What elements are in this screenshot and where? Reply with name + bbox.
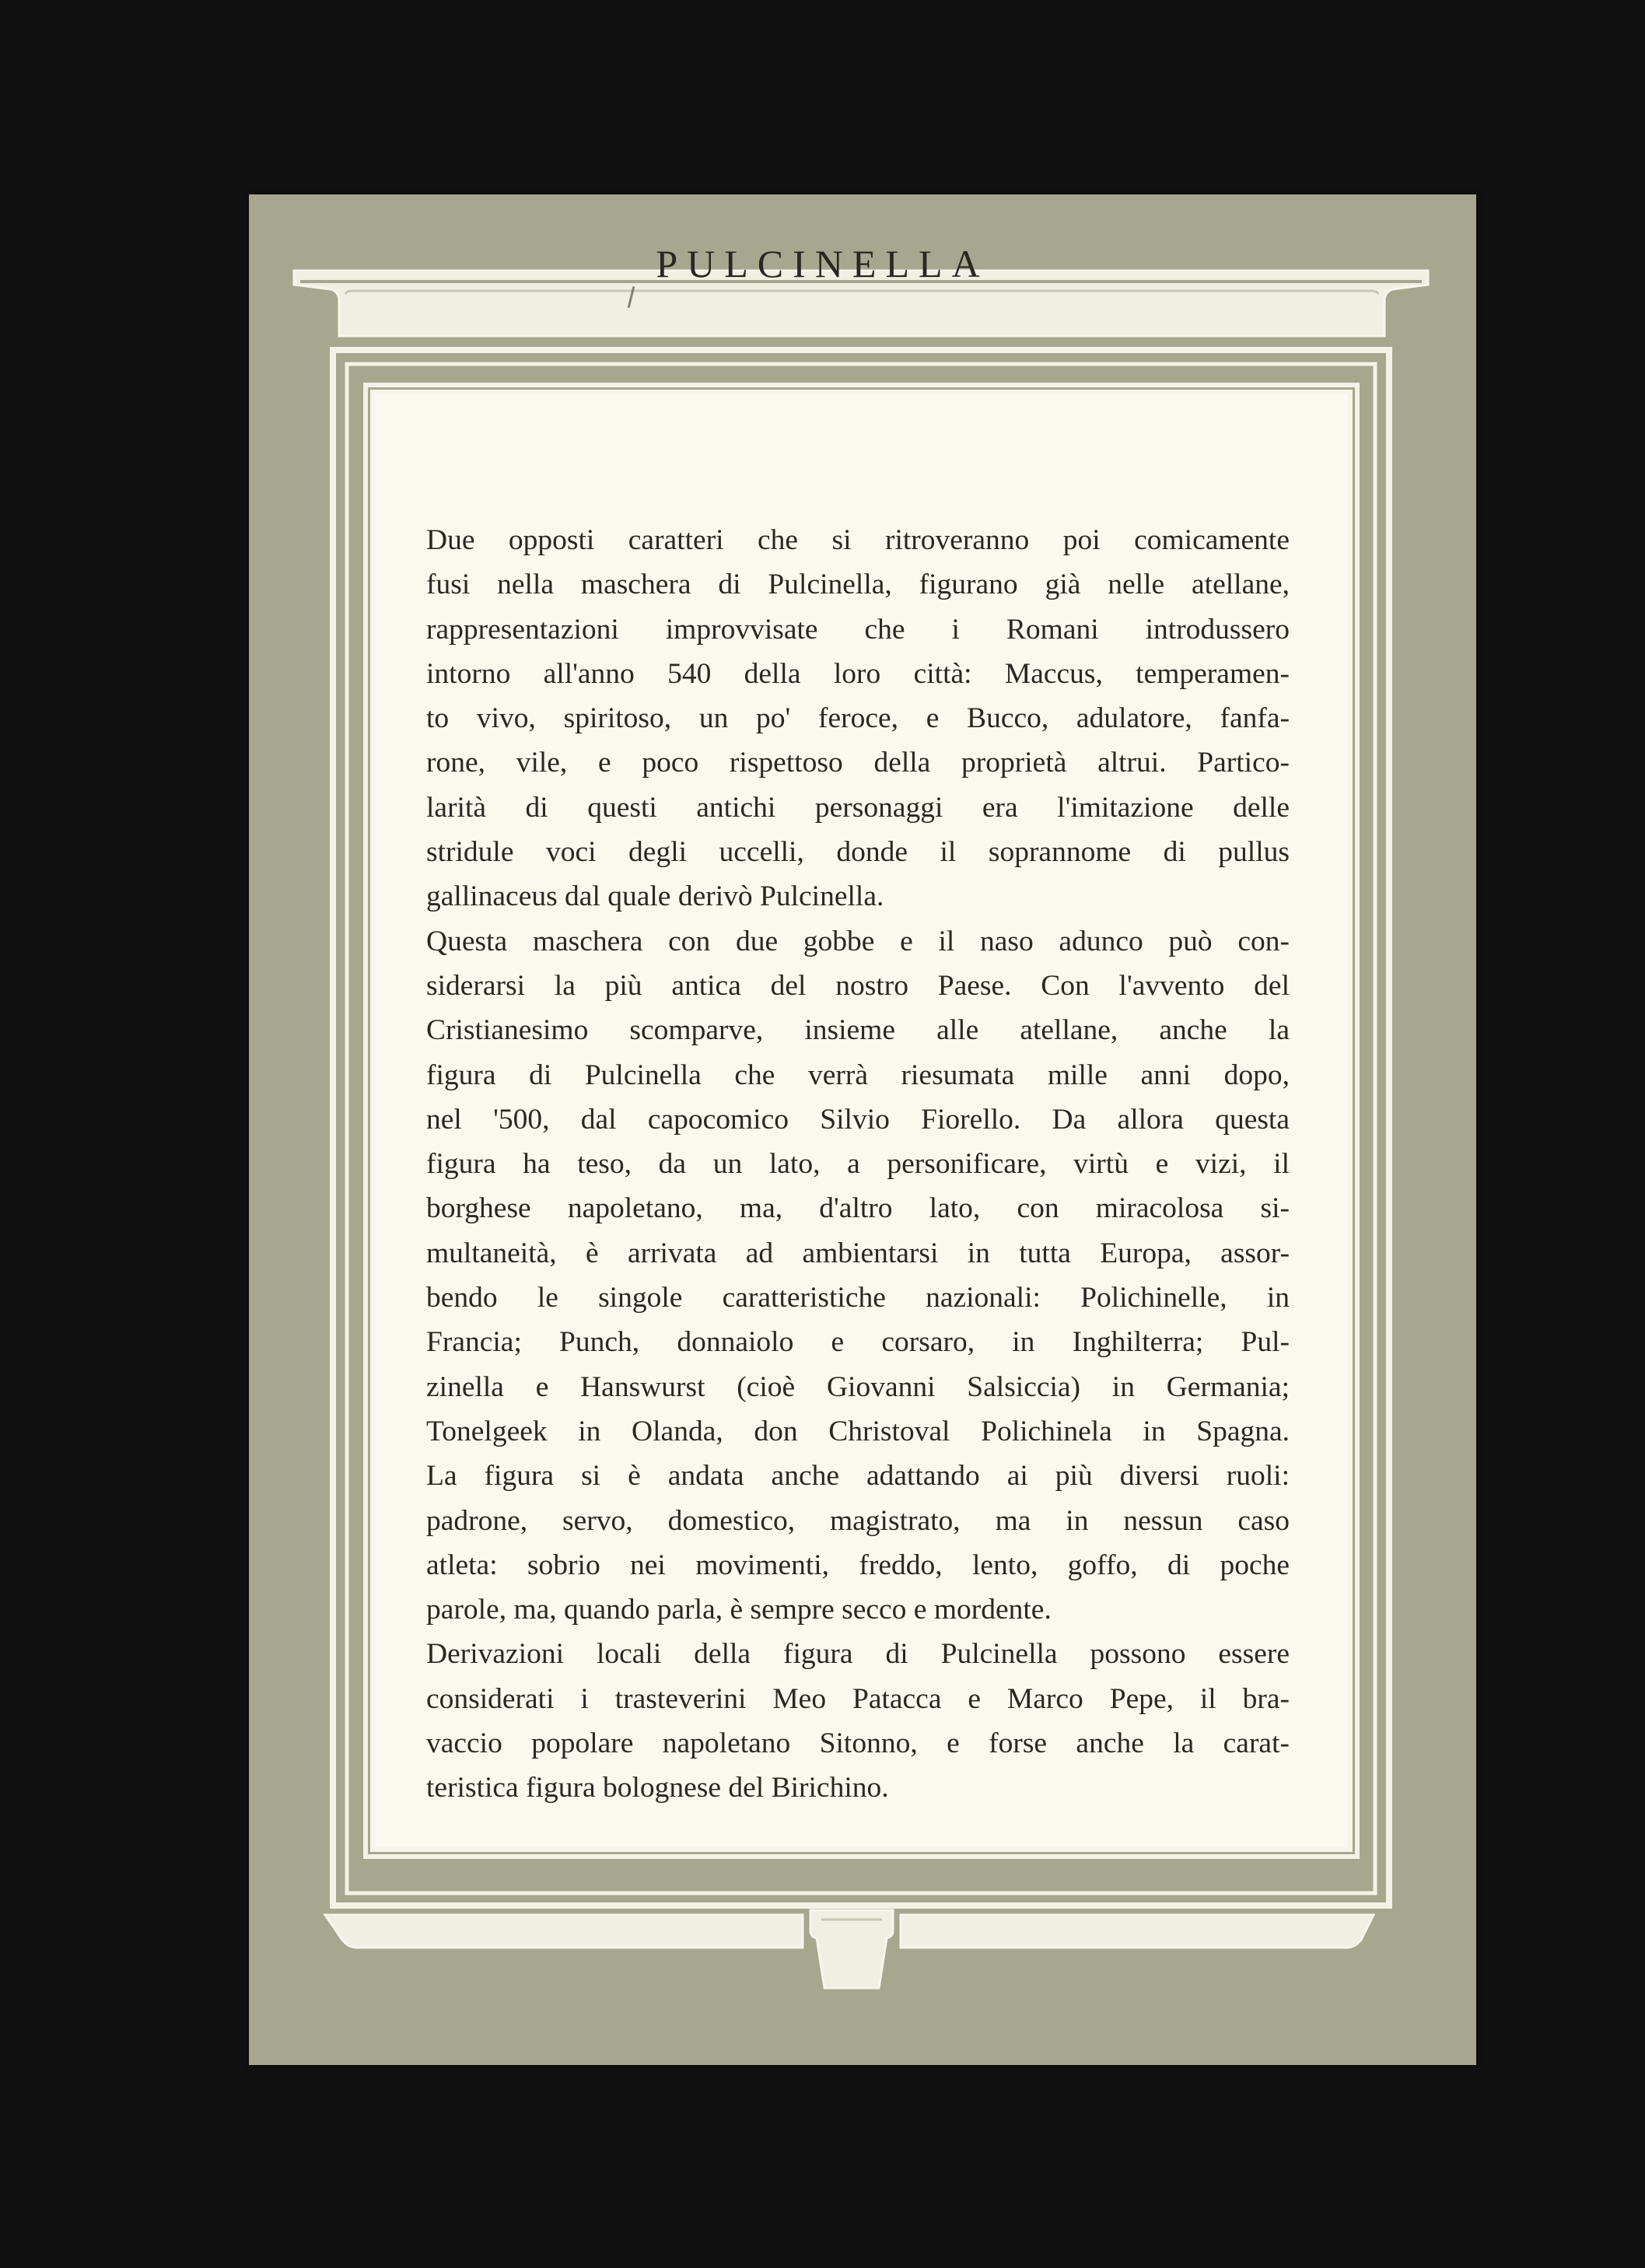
text-line: rappresentazioni improvvisate che i Romani introdussero [426,613,1290,646]
bottom-sill-left [325,1915,803,1948]
text-line: Tonelgeek in Olanda, don Christoval Polichinela in Spagna. [426,1415,1290,1447]
text-line: to vivo, spiritoso, un po' feroce, e Bucco, adulatore, fanfa- [426,702,1290,735]
text-line: gallinaceus dal quale derivò Pulcinella. [426,880,884,913]
text-line: parole, ma, quando parla, è sempre secco e mordente. [426,1594,1052,1626]
keystone [810,1910,893,1988]
text-line: figura di Pulcinella che verrà riesumata mille anni dopo, [426,1059,1290,1091]
body-text [426,518,1290,1811]
text-line: nel '500, dal capocomico Silvio Fiorello. Da allora questa [426,1103,1290,1136]
text-line: siderarsi la più antica del nostro Paese. Con l'avvento del [426,969,1290,1002]
text-line: La figura si è andata anche adattando ai più diversi ruoli: [426,1460,1290,1493]
text-line: stridule voci degli uccelli, donde il soprannome di pullus [426,836,1290,869]
text-line: padrone, servo, domestico, magistrato, ma in nessun caso [426,1504,1290,1537]
page-title: PULCINELLA [656,242,989,285]
text-line: Cristianesimo scomparve, insieme alle atellane, anche la [426,1014,1290,1047]
text-line: vaccio popolare napoletano Sitonno, e forse anche la carat- [426,1727,1290,1760]
text-line: borghese napoletano, ma, d'altro lato, con miracolosa si- [426,1192,1290,1225]
text-line: zinella e Hanswurst (cioè Giovanni Salsiccia) in Germania; [426,1370,1290,1403]
text-line: considerati i trasteverini Meo Patacca e Marco Pepe, il bra- [426,1682,1290,1715]
text-line: atleta: sobrio nei movimenti, freddo, lento, goffo, di poche [426,1549,1290,1581]
text-line: intorno all'anno 540 della loro città: Maccus, temperamen- [426,657,1290,690]
text-line: figura ha teso, da un lato, a personificare, virtù e vizi, il [426,1148,1290,1181]
text-line: larità di questi antichi personaggi era l'imitazione delle [426,791,1290,824]
text-line: bendo le singole caratteristiche nazionali: Polichinelle, in [426,1282,1290,1314]
bottom-sill-right [901,1915,1374,1948]
text-line: Francia; Punch, donnaiolo e corsaro, in Inghilterra; Pul- [426,1326,1290,1359]
text-line: Due opposti caratteri che si ritroveranno poi comicamente [426,524,1290,556]
text-line: Questa maschera con due gobbe e il naso adunco può con- [426,925,1290,957]
text-line: multaneità, è arrivata ad ambientarsi in tutta Europa, assor- [426,1237,1290,1269]
text-line: rone, vile, e poco rispettoso della proprietà altrui. Partico- [426,747,1290,779]
text-line: fusi nella maschera di Pulcinella, figurano già nelle atellane, [426,569,1290,601]
text-line: teristica figura bolognese del Birichino. [426,1772,889,1804]
text-line: Derivazioni locali della figura di Pulcinella possono essere [426,1638,1290,1671]
